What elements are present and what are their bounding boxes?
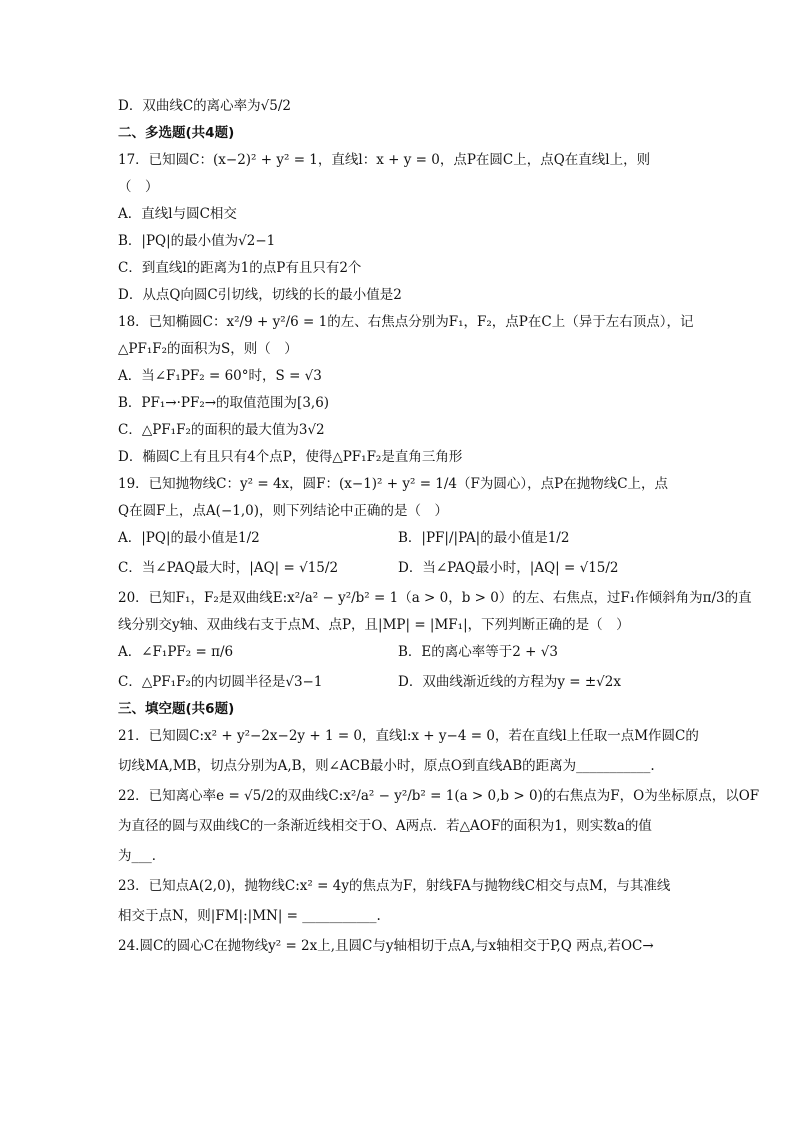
q17-option-b: B．|PQ|的最小值为√2−1 bbox=[118, 233, 276, 249]
q24-stem: 24.圆C的圆心C在抛物线y² = 2x上,且圆C与y轴相切于点A,与x轴相交于P,Q 两点,若OC→ bbox=[118, 938, 654, 954]
q17-stem: 17．已知圆C：(x−2)² + y² = 1，直线l：x + y = 0，点P在圆C上，点Q在直线l上，则 bbox=[118, 152, 651, 168]
q20-stem-cont: 线分别交y轴、双曲线右支于点M、点P，且|MP| = |MF₁|，下列判断正确的是（ ） bbox=[118, 617, 630, 633]
q19-option-d: D．当∠PAQ最小时，|AQ| = √15/2 bbox=[398, 560, 619, 576]
q20-option-c: C．△PF₁F₂的内切圆半径是√3−1 bbox=[118, 674, 323, 690]
q18-stem: 18．已知椭圆C：x²/9 + y²/6 = 1的左、右焦点分别为F₁，F₂，点P在C上（异于左右顶点），记 bbox=[118, 314, 694, 330]
q18-option-d: D．椭圆C上有且只有4个点P，使得△PF₁F₂是直角三角形 bbox=[118, 449, 463, 465]
q21-stem: 21．已知圆C:x² + y²−2x−2y + 1 = 0，直线l:x + y−4 = 0，若在直线l上任取一点M作圆C的 bbox=[118, 728, 699, 744]
q23-stem-cont: 相交于点N，则|FM|:|MN| = ___________. bbox=[118, 908, 381, 924]
q18-option-c: C．△PF₁F₂的面积的最大值为3√2 bbox=[118, 422, 325, 438]
q20-option-d: D．双曲线渐近线的方程为y = ±√2x bbox=[398, 674, 621, 690]
q22-stem-cont: 为直径的圆与双曲线C的一条渐近线相交于O、A两点．若△AOF的面积为1，则实数a的值 bbox=[118, 818, 652, 834]
q18-option-a: A．当∠F₁PF₂ = 60°时，S = √3 bbox=[118, 368, 322, 384]
q17-option-a: A．直线l与圆C相交 bbox=[118, 206, 237, 222]
q18-option-b: B．PF₁→·PF₂→的取值范围为[3,6) bbox=[118, 395, 330, 411]
q23-stem: 23．已知点A(2,0)，抛物线C:x² = 4y的焦点为F，射线FA与抛物线C相交与点M，与其准线 bbox=[118, 878, 671, 894]
q19-stem-cont: Q在圆F上，点A(−1,0)，则下列结论中正确的是（ ） bbox=[118, 503, 448, 519]
section-heading-fill-in: 三、填空题(共6题) bbox=[118, 701, 235, 717]
q20-option-a: A．∠F₁PF₂ = π/6 bbox=[118, 644, 234, 660]
q17-stem-cont: （ ） bbox=[118, 179, 159, 195]
q19-option-c: C．当∠PAQ最大时，|AQ| = √15/2 bbox=[118, 560, 339, 576]
q21-stem-cont: 切线MA,MB，切点分别为A,B，则∠ACB最小时，原点O到直线AB的距离为___________. bbox=[118, 758, 655, 774]
q19-stem: 19．已知抛物线C：y² = 4x，圆F：(x−1)² + y² = 1/4（F为圆心），点P在抛物线C上，点 bbox=[118, 476, 669, 492]
q20-stem: 20．已知F₁，F₂是双曲线E:x²/a² − y²/b² = 1（a > 0，b > 0）的左、右焦点，过F₁作倾斜角为π/3的直 bbox=[118, 590, 752, 606]
section-heading-multiple-choice: 二、多选题(共4题) bbox=[118, 125, 235, 141]
q22-stem-end: 为___． bbox=[118, 848, 166, 864]
q20-option-b: B．E的离心率等于2 + √3 bbox=[398, 644, 558, 660]
q18-stem-cont: △PF₁F₂的面积为S，则（ ） bbox=[118, 341, 298, 357]
document-page bbox=[118, 96, 760, 956]
q22-stem: 22．已知离心率e = √5/2的双曲线C:x²/a² − y²/b² = 1(a > 0,b > 0)的右焦点为F，O为坐标原点，以OF bbox=[118, 788, 760, 804]
q19-option-a: A．|PQ|的最小值是1/2 bbox=[118, 530, 260, 546]
option-d-prev: D．双曲线C的离心率为√5/2 bbox=[118, 98, 291, 114]
q17-option-c: C．到直线l的距离为1的点P有且只有2个 bbox=[118, 260, 362, 276]
q19-option-b: B．|PF|/|PA|的最小值是1/2 bbox=[398, 530, 570, 546]
q17-option-d: D．从点Q向圆C引切线，切线的长的最小值是2 bbox=[118, 287, 402, 303]
